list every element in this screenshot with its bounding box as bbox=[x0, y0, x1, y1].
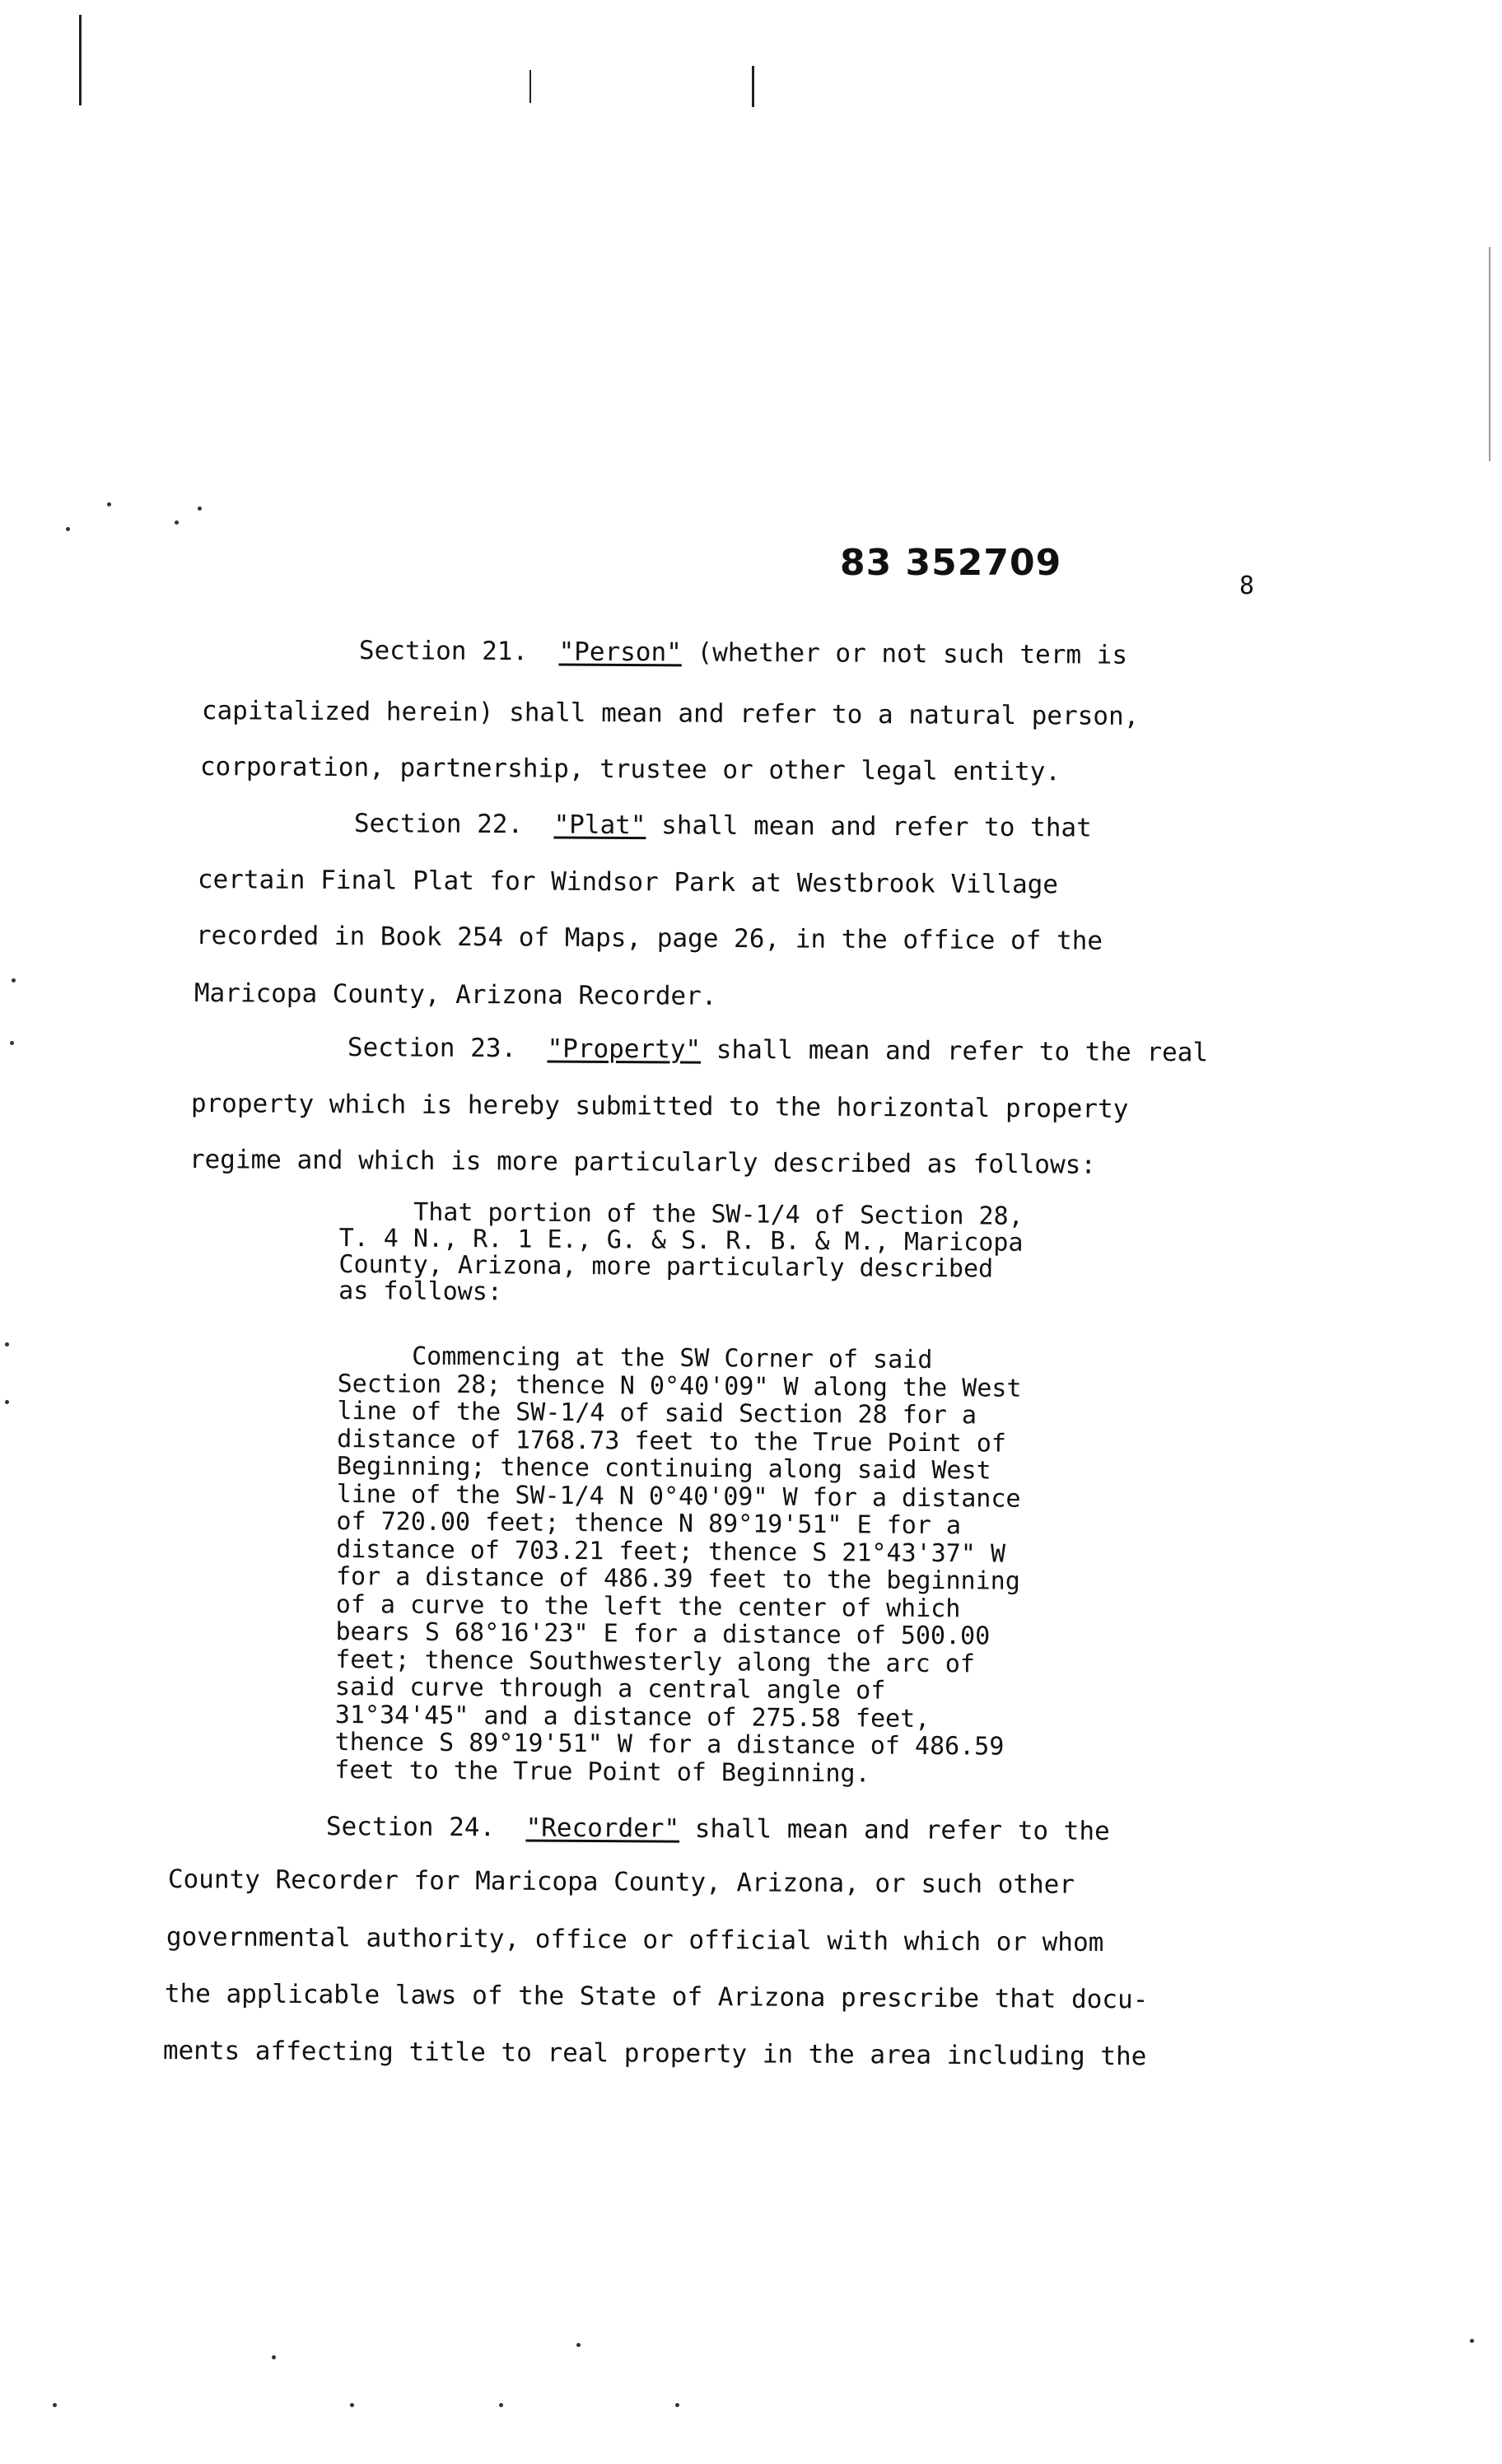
section-24-line-1 bbox=[326, 1812, 1110, 1846]
section-21-term: "Person" bbox=[558, 637, 682, 668]
scan-speck bbox=[175, 520, 179, 525]
legal-line: distance of 1768.73 feet to the True Point of bbox=[337, 1424, 1007, 1458]
section-21-line-1 bbox=[359, 636, 1127, 670]
scan-speck bbox=[66, 527, 70, 531]
scan-speck bbox=[5, 1342, 9, 1346]
legal-line: for a distance of 486.39 feet to the beginning bbox=[335, 1561, 1020, 1596]
scan-mark-mid bbox=[529, 70, 531, 103]
section-23-line-2: property which is hereby submitted to the horizontal property bbox=[190, 1089, 1129, 1124]
scan-speck bbox=[272, 2355, 276, 2359]
legal-line: Beginning; thence continuing along said West bbox=[336, 1451, 991, 1486]
document-number: 83 352709 bbox=[840, 542, 1062, 584]
section-24-text: shall mean and refer to the bbox=[679, 1813, 1110, 1846]
legal-line: of a curve to the left the center of which bbox=[335, 1589, 961, 1623]
legal-line: bears S 68°16'23" E for a distance of 500.00 bbox=[335, 1617, 991, 1651]
scan-speck bbox=[576, 2343, 581, 2347]
section-24-line-3: governmental authority, office or official with which or whom bbox=[166, 1922, 1104, 1958]
scan-speck bbox=[12, 978, 16, 982]
legal-description-paragraph-1 bbox=[338, 1199, 1024, 1309]
scan-edge-right bbox=[1489, 247, 1490, 461]
scan-speck bbox=[350, 2403, 354, 2407]
scan-speck bbox=[499, 2403, 503, 2407]
section-24-label: Section 24. bbox=[325, 1812, 496, 1843]
scan-mark-left bbox=[79, 15, 82, 105]
section-23-term: "Property" bbox=[547, 1034, 702, 1065]
legal-line: of 720.00 feet; thence N 89°19'51" E for a bbox=[336, 1506, 962, 1541]
scan-speck bbox=[10, 1041, 14, 1045]
legal-line: 31°34'45" and a distance of 275.58 feet, bbox=[334, 1700, 931, 1734]
section-22-line-4: Maricopa County, Arizona Recorder. bbox=[194, 978, 717, 1011]
legal-line: feet to the True Point of Beginning. bbox=[334, 1755, 870, 1789]
section-24-line-5: ments affecting title to real property in the area including the bbox=[162, 2036, 1147, 2072]
section-21-line-3: corporation, partnership, trustee or other legal entity. bbox=[199, 752, 1061, 787]
legal-line: distance of 703.21 feet; thence S 21°43'37" W bbox=[336, 1534, 1006, 1569]
scan-speck bbox=[107, 502, 111, 506]
section-24-line-2: County Recorder for Maricopa County, Arizona, or such other bbox=[167, 1864, 1075, 1900]
scan-speck bbox=[198, 506, 202, 511]
legal-description-paragraph-2 bbox=[334, 1342, 1022, 1789]
legal-line: feet; thence Southwesterly along the arc of bbox=[335, 1645, 976, 1678]
section-21-label: Section 21. bbox=[358, 636, 529, 667]
section-22-line-1 bbox=[354, 809, 1092, 842]
section-22-term: "Plat" bbox=[553, 810, 646, 841]
legal-line: line of the SW-1/4 of said Section 28 for a bbox=[337, 1396, 977, 1430]
legal-line: County, Arizona, more particularly described bbox=[338, 1249, 994, 1284]
scan-speck bbox=[53, 2403, 57, 2407]
section-22-text: shall mean and refer to that bbox=[646, 810, 1092, 843]
scan-speck bbox=[5, 1400, 9, 1404]
section-22-line-3: recorded in Book 254 of Maps, page 26, in the office of the bbox=[195, 921, 1103, 956]
scan-speck bbox=[1470, 2339, 1474, 2343]
section-23-text: shall mean and refer to the real bbox=[701, 1034, 1209, 1068]
scan-speck bbox=[675, 2403, 679, 2407]
section-23-line-1 bbox=[348, 1033, 1208, 1067]
legal-line: thence S 89°19'51" W for a distance of 486.59 bbox=[334, 1727, 1005, 1762]
section-23-label: Section 23. bbox=[347, 1033, 517, 1064]
section-24-line-4: the applicable laws of the State of Arizona prescribe that docu- bbox=[164, 1979, 1149, 2015]
legal-line: That portion of the SW-1/4 of Section 28, bbox=[338, 1197, 1024, 1231]
legal-line: line of the SW-1/4 N 0°40'09" W for a distance bbox=[336, 1479, 1021, 1514]
legal-line: Section 28; thence N 0°40'09" W along the West bbox=[337, 1369, 1022, 1403]
section-22-line-2: certain Final Plat for Windsor Park at Westbrook Village bbox=[197, 865, 1059, 900]
section-22-label: Section 22. bbox=[353, 809, 524, 840]
section-21-text: (whether or not such term is bbox=[681, 637, 1128, 670]
legal-line: said curve through a central angle of bbox=[334, 1672, 886, 1706]
section-24-term: "Recorder" bbox=[525, 1813, 680, 1844]
scan-mark-right bbox=[752, 66, 754, 107]
legal-line: T. 4 N., R. 1 E., G. & S. R. B. & M., Maricopa bbox=[338, 1223, 1024, 1258]
section-23-line-3: regime and which is more particularly described as follows: bbox=[189, 1145, 1097, 1180]
section-21-line-2: capitalized herein) shall mean and refer to a natural person, bbox=[201, 696, 1140, 731]
legal-line: as follows: bbox=[338, 1276, 503, 1307]
page-number: 8 bbox=[1239, 572, 1255, 600]
legal-line: Commencing at the SW Corner of said bbox=[337, 1342, 933, 1375]
